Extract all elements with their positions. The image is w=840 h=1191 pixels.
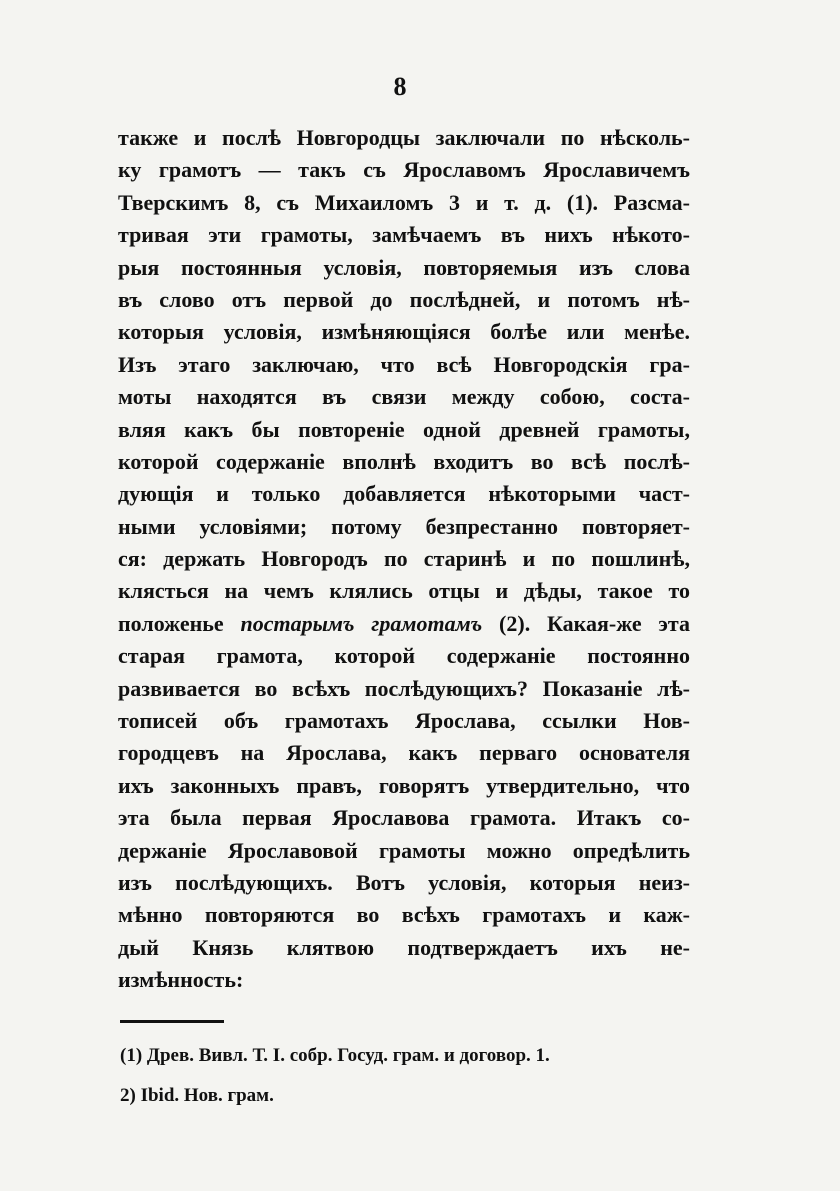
text-line: ся: держать Новгородъ по старинѣ и по пошлинѣ,	[118, 546, 690, 572]
footnote-rule	[120, 1020, 224, 1023]
text-line: въ слово отъ первой до послѣдней, и потомъ нѣ-	[118, 286, 690, 312]
text-line: держаніе Ярославовой грамоты можно опредѣлить	[118, 837, 690, 863]
text-line: которой содержаніе вполнѣ входитъ во всѣ послѣ-	[118, 448, 690, 474]
text-line: ными условіями; потому безпрестанно повторяет-	[118, 513, 690, 539]
footnote-1: (1) Древ. Вивл. Т. I. собр. Госуд. грам. и договор. 1.	[120, 1045, 550, 1066]
text-line: мѣнно повторяются во всѣхъ грамотахъ и каж-	[118, 902, 690, 928]
text-line: положенье постарымъ грамотамъ (2). Какая-же эта	[118, 610, 690, 636]
text-line: городцевъ на Ярослава, какъ перваго основателя	[118, 740, 690, 766]
text-line: тописей объ грамотахъ Ярослава, ссылки Нов-	[118, 708, 690, 734]
text-line: рыя постоянныя условія, повторяемыя изъ слова	[118, 254, 690, 280]
text-line: Изъ этаго заключаю, что всѣ Новгородскія гра-	[118, 351, 690, 377]
body-text	[118, 122, 690, 997]
footnotes	[120, 1040, 680, 1120]
text-line: также и послѣ Новгородцы заключали по нѣсколь-	[118, 125, 690, 150]
text-line: моты находятся въ связи между собою, соста-	[118, 384, 690, 410]
text-line: развивается во всѣхъ послѣдующихъ? Показаніе лѣ-	[118, 675, 690, 701]
italic-phrase: постарымъ грамотамъ	[240, 610, 483, 636]
text-line: дый Князь клятвою подтверждаетъ ихъ не-	[118, 934, 690, 960]
text-line: ку грамотъ — такъ съ Ярославомъ Ярославичемъ	[118, 157, 690, 183]
text-line: вляя какъ бы повтореніе одной древней грамоты,	[118, 416, 690, 442]
page-number: 8	[393, 72, 407, 101]
text-line: эта была первая Ярославова грамота. Итакъ со-	[118, 805, 690, 831]
footnote-2: 2) Ibid. Нов. грам.	[120, 1085, 274, 1106]
text-line: дующія и только добавляется нѣкоторыми част-	[118, 481, 690, 507]
text-line: которыя условія, измѣняющіяся болѣе или менѣе.	[118, 319, 690, 345]
text-line: измѣнность:	[118, 967, 244, 993]
text-line: старая грамота, которой содержаніе постоянно	[118, 643, 690, 669]
text-line: изъ послѣдующихъ. Вотъ условія, которыя неиз-	[118, 869, 690, 895]
text-line: ихъ законныхъ правъ, говорятъ утвердительно, что	[118, 772, 690, 798]
text-line: клясться на чемъ клялись отцы и дѣды, такое то	[118, 578, 690, 604]
text-line: Тверскимъ 8, съ Михаиломъ 3 и т. д. (1). Разсма-	[118, 189, 690, 215]
text-line: тривая эти грамоты, замѣчаемъ въ нихъ нѣкото-	[118, 222, 690, 248]
